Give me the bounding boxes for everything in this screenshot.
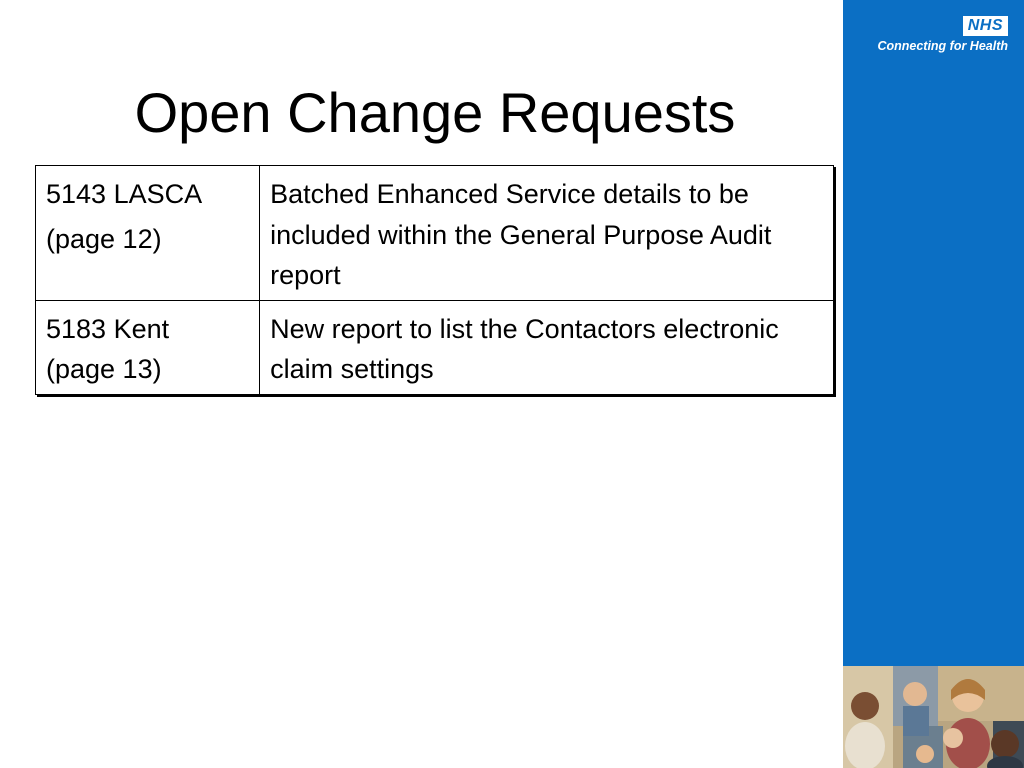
request-reference-cell [36,300,260,394]
staff-photo-collage [843,666,1024,768]
request-page: (page 12) [46,223,162,254]
table-row [36,300,834,394]
brand-sidebar [843,0,1024,768]
change-requests-table [35,165,834,395]
nhs-logo [877,16,1008,53]
table-row [36,166,834,301]
nhs-tagline: Connecting for Health [877,39,1008,53]
request-description: Batched Enhanced Service details to be included within the General Purpose Audit report [260,166,834,301]
request-id: 5183 Kent [46,313,170,344]
photo-collage-image [843,666,1024,768]
nhs-logo-badge: NHS [963,16,1008,36]
request-page: (page 13) [46,354,162,384]
slide-title: Open Change Requests [134,81,736,144]
request-reference-cell [36,166,260,301]
request-description: New report to list the Contactors electronic claim settings [260,300,834,394]
request-id: 5143 LASCA [46,179,203,209]
